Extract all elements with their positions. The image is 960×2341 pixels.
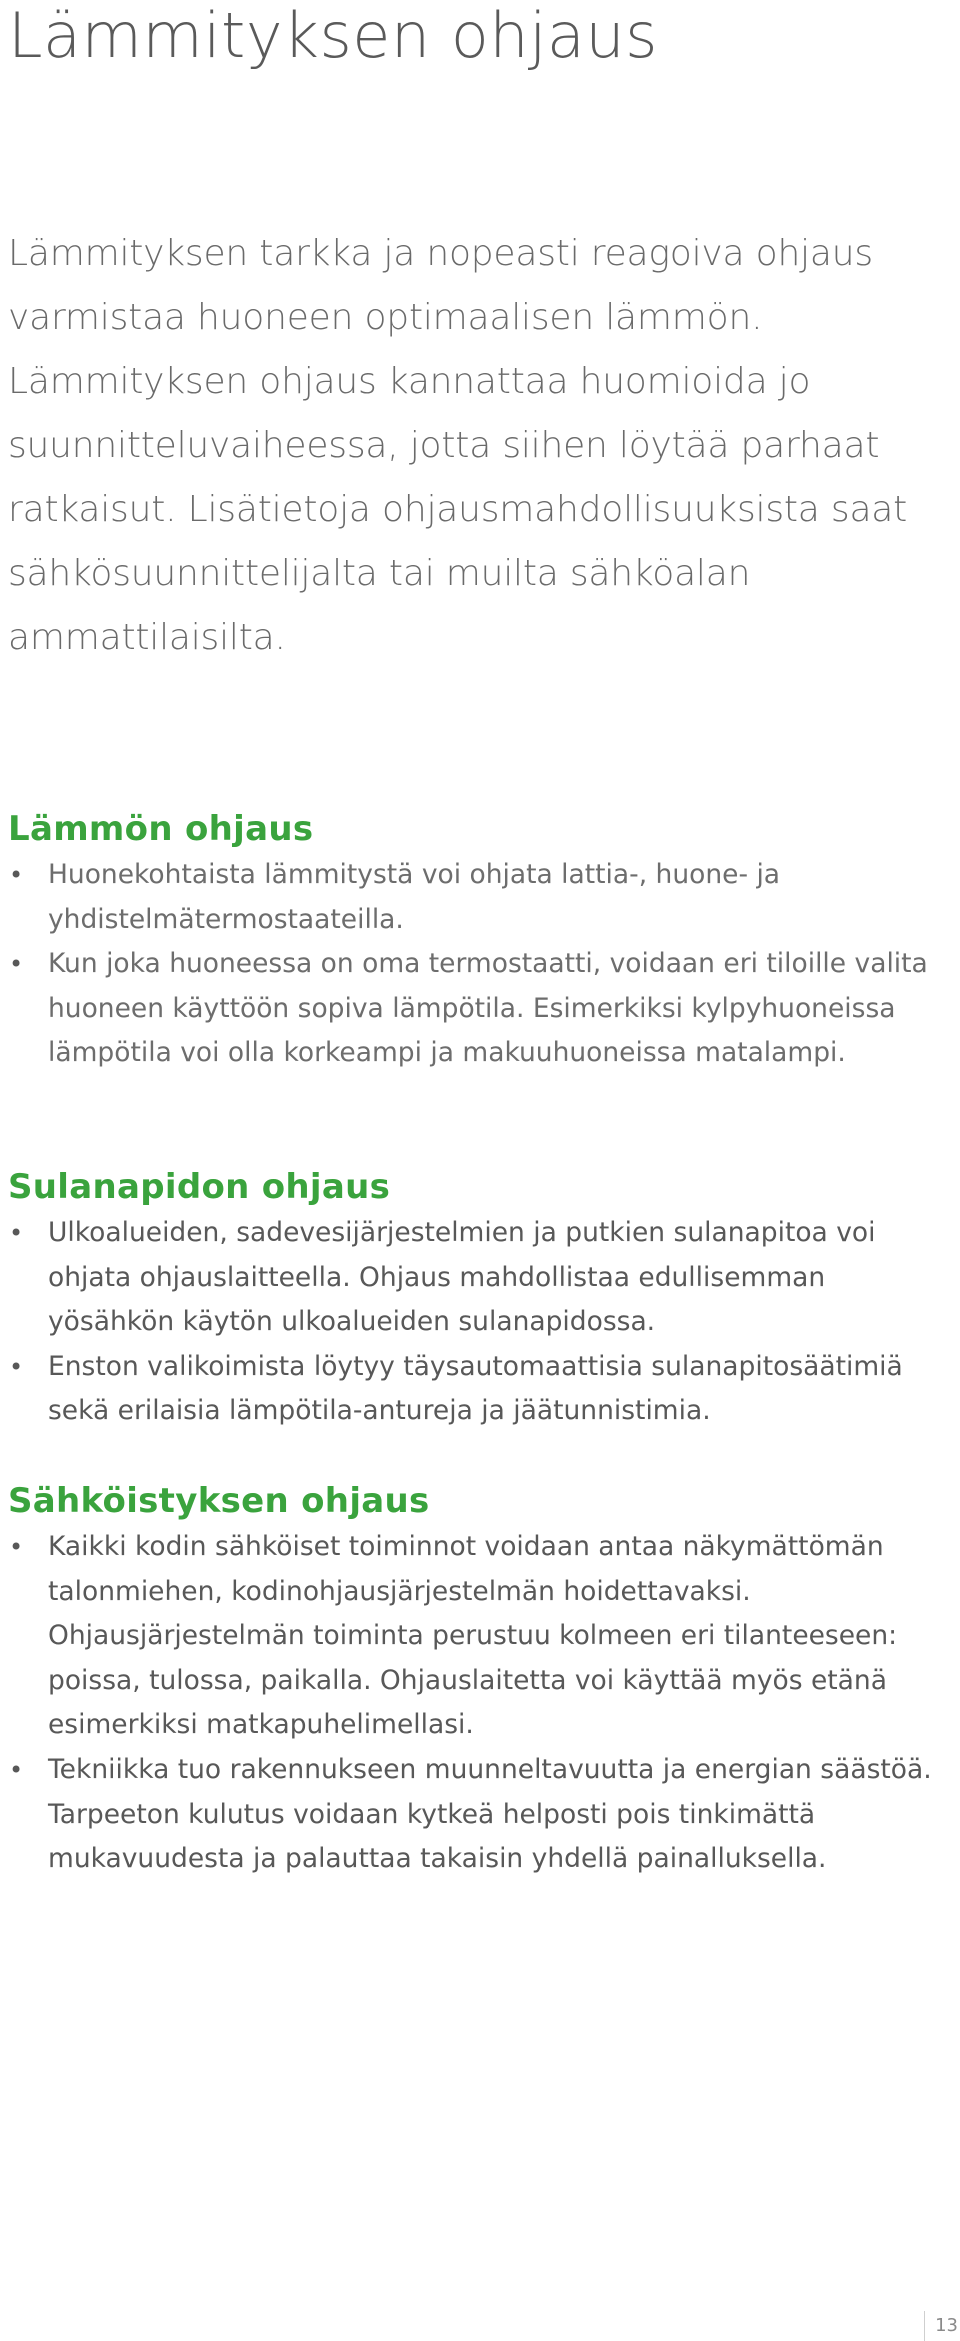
section-electrification-control	[8, 1477, 938, 1882]
page-number: 13	[924, 2311, 960, 2341]
section-snow-melt-control	[8, 1163, 938, 1434]
list-item	[8, 1345, 938, 1434]
list-item	[8, 942, 938, 1076]
section-heading: Lämmön ohjaus	[8, 809, 314, 849]
bullet-icon: •	[9, 1352, 24, 1381]
bullet-icon: •	[9, 1219, 24, 1247]
section-heading: Sähköistyksen ohjaus	[8, 1481, 430, 1521]
bullet-list	[8, 1525, 938, 1882]
intro-paragraph: Lämmityksen tarkka ja nopeasti reagoiva ohjaus varmistaa huoneen optimaalisen lämmön. Lämmityksen ohjaus kannattaa huomioida jo suunnitteluvaiheessa, jotta siihen löytää parhaat ratkaisut. Lisätietoja ohjausmahdollisuuksista saat sähkösuunnittelijalta tai muilta sähköalan ammattilaisilta.	[8, 233, 908, 658]
list-item	[8, 1525, 938, 1748]
list-item-text: Huonekohtaista lämmitystä voi ohjata lattia-, huone- ja yhdistelmätermostaateilla.	[48, 859, 781, 935]
list-item	[8, 1748, 938, 1882]
list-item-text: Enston valikoimista löytyy täysautomaattisia sulanapitosäätimiä sekä erilaisia lämpötila-antureja ja jäätunnistimia.	[48, 1350, 903, 1427]
bullet-icon: •	[9, 950, 24, 979]
section-heading: Sulanapidon ohjaus	[8, 1167, 391, 1207]
list-item-text: Kun joka huoneessa on oma termostaatti, voidaan eri tiloille valita huoneen käyttöön sopiva lämpötila. Esimerkiksi kylpyhuoneissa lämpötila voi olla korkeampi ja makuuhuoneissa matalampi.	[48, 948, 928, 1069]
bullet-icon: •	[9, 1533, 24, 1561]
list-item	[8, 1211, 938, 1345]
bullet-list	[8, 853, 938, 1076]
page-title: Lämmityksen ohjaus	[8, 0, 658, 72]
bullet-icon: •	[9, 1755, 24, 1784]
bullet-icon: •	[9, 861, 24, 889]
bullet-list	[8, 1211, 938, 1434]
list-item	[8, 853, 938, 942]
list-item-text: Tekniikka tuo rakennukseen muunneltavuutta ja energian säästöä. Tarpeeton kulutus voidaan kytkeä helposti pois tinkimättä mukavuudesta ja palauttaa takaisin yhdellä painalluksella.	[48, 1753, 932, 1875]
section-heat-control	[8, 805, 938, 1076]
list-item-text: Ulkoalueiden, sadevesijärjestelmien ja putkien sulanapitoa voi ohjata ohjauslaitteella. Ohjaus mahdollistaa edullisemman yösähkön käytön ulkoalueiden sulanapidossa.	[48, 1217, 876, 1338]
list-item-text: Kaikki kodin sähköiset toiminnot voidaan antaa näkymättömän talonmiehen, kodinohjausjärjestelmän hoidettavaksi. Ohjausjärjestelmän toiminta perustuu kolmeen eri tilanteeseen: poissa, tulossa, paikalla. Ohjauslaitetta voi käyttää myös etänä esimerkiksi matkapuhelimellasi.	[48, 1531, 898, 1741]
